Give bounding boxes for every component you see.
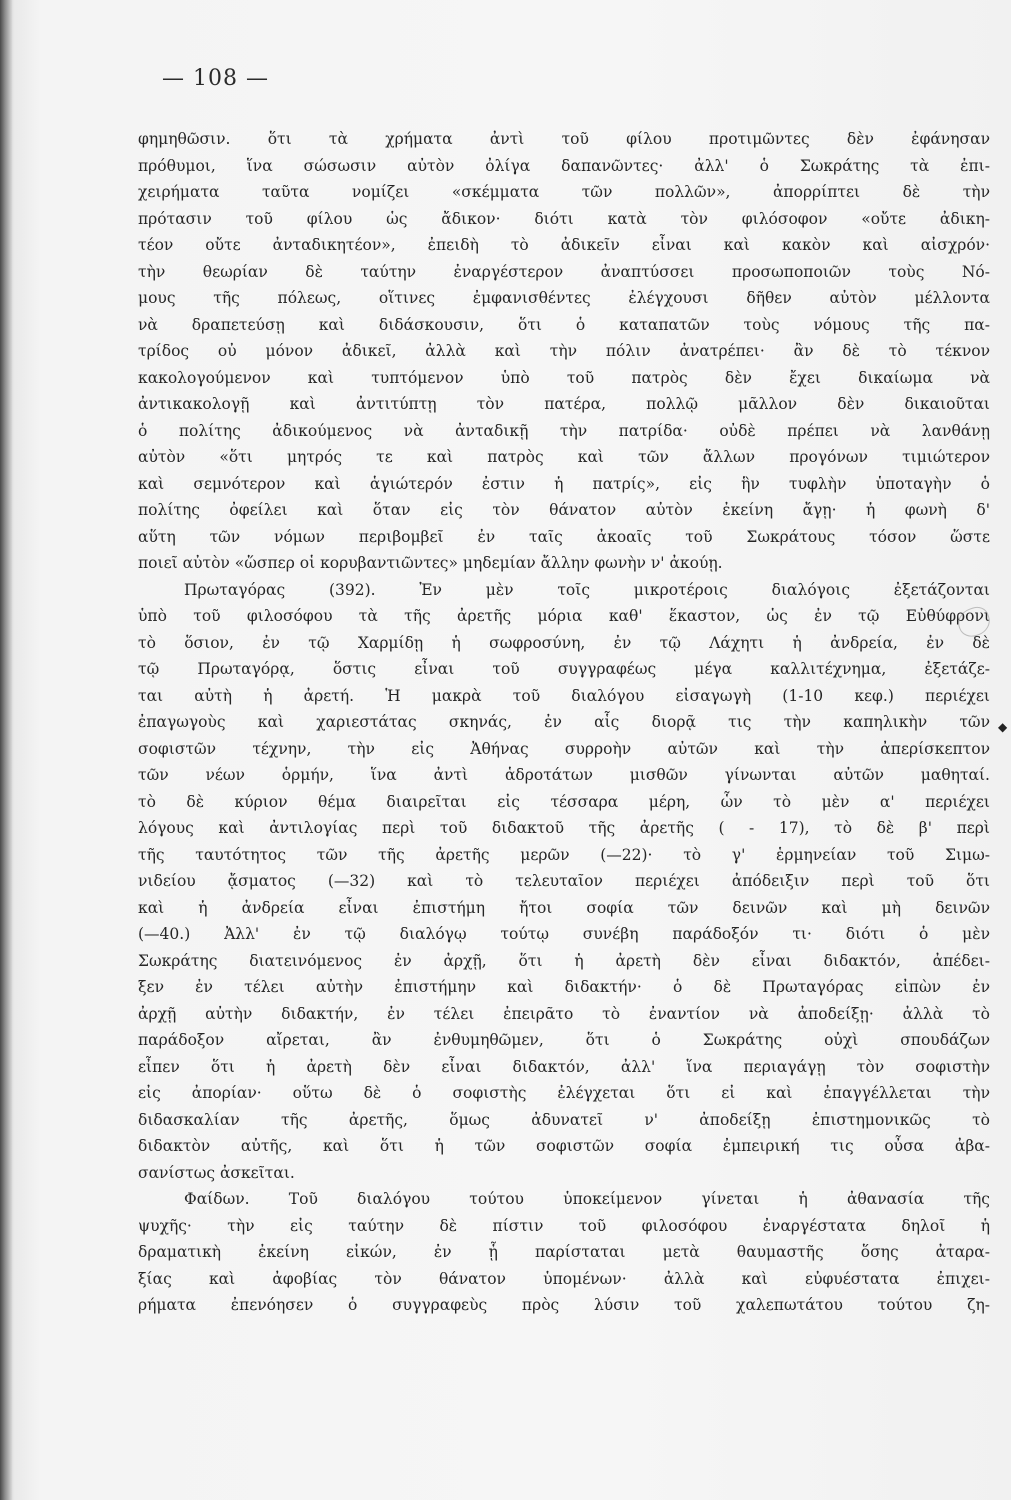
text-line: λόγους καὶ ἀντιλογίας περὶ τοῦ διδακτοῦ τῆς ἀρετῆς ( - 17), τὸ δὲ β' περὶ (138, 819, 990, 837)
text-line: ξεν ἐν τέλει αὐτὴν ἐπιστήμην καὶ διδακτήν· ὁ δὲ Πρωταγόρας εἰπὼν ἐν (138, 978, 990, 996)
text-line: δραματικὴ ἐκείνη εἰκών, ἐν ᾗ παρίσταται μετὰ θαυμαστῆς ὅσης ἀταρα- (138, 1243, 990, 1261)
text-line: νιδείου ᾄσματος (—32) καὶ τὸ τελευταῖον περιέχει ἀπόδειξιν περὶ τοῦ ὅτι (138, 872, 990, 890)
text-line: διδακτὸν αὐτῆς, καὶ ὅτι ἡ τῶν σοφιστῶν σοφία ἐμπειρική τις οὖσα ἀβα- (138, 1137, 990, 1155)
text-line: καὶ ἡ ἀνδρεία εἶναι ἐπιστήμη ἤτοι σοφία τῶν δεινῶν καὶ μὴ δεινῶν (138, 898, 990, 917)
text-line: ται αὐτὴ ἡ ἀρετή. Ἡ μακρὰ τοῦ διαλόγου εἰσαγωγὴ (1-10 κεφ.) περιέχει (138, 686, 990, 705)
text-line: τρίδος οὐ μόνον ἀδικεῖ, ἀλλὰ καὶ τὴν πόλιν ἀνατρέπει· ἂν δὲ τὸ τέκνον (138, 342, 990, 360)
page-binding-edge (0, 0, 12, 1500)
text-line: καὶ σεμνότερον καὶ ἁγιώτερόν ἐστιν ἡ πατρίς», εἰς ἣν τυφλὴν ὑποταγὴν ὁ (138, 474, 990, 493)
text-line: κακολογούμενον καὶ τυπτόμενον ὑπὸ τοῦ πατρὸς δὲν ἔχει δικαίωμα νὰ (138, 368, 990, 387)
text-line: (—40.) Ἀλλ' ἐν τῷ διαλόγῳ τούτῳ συνέβη παράδοξόν τι· διότι ὁ μὲν (138, 925, 990, 943)
text-line: εἶπεν ὅτι ἡ ἀρετὴ δὲν εἶναι διδακτόν, ἀλλ' ἵνα περιαγάγῃ τὸν σοφιστὴν (138, 1057, 990, 1076)
text-line: ὑπὸ τοῦ φιλοσόφου τὰ τῆς ἀρετῆς μόρια καθ' ἕκαστον, ὡς ἐν τῷ Εὐθύφρονι (138, 607, 990, 625)
text-line: ἀρχῇ αὐτὴν διδακτήν, ἐν τέλει ἐπειρᾶτο τὸ ἐναντίον νὰ ἀποδείξῃ· ἀλλὰ τὸ (138, 1004, 990, 1023)
body-text (138, 126, 990, 1319)
text-line: παράδοξον αἴρεται, ἂν ἐνθυμηθῶμεν, ὅτι ὁ Σωκράτης οὐχὶ σπουδάζων (138, 1031, 990, 1049)
text-line: τέον οὔτε ἀνταδικητέον», ἐπειδὴ τὸ ἀδικεῖν εἶναι καὶ κακὸν καὶ αἰσχρόν· (138, 236, 990, 254)
text-line: τὸ ὅσιον, ἐν τῷ Χαρμίδῃ ἡ σωφροσύνη, ἐν τῷ Λάχητι ἡ ἀνδρεία, ἐν δὲ (138, 633, 990, 652)
text-line: ποιεῖ αὐτὸν «ὥσπερ οἱ κορυβαντιῶντες» μηδεμίαν ἄλλην φωνὴν ν' ἀκούῃ. (138, 554, 723, 572)
text-line: φημηθῶσιν. ὅτι τὰ χρήματα ἀντὶ τοῦ φίλου προτιμῶντες δὲν ἐφάνησαν (138, 130, 990, 148)
text-line: πρόθυμοι, ἵνα σώσωσιν αὐτὸν ὀλίγα δαπανῶντες· ἀλλ' ὁ Σωκράτης τὰ ἐπι- (138, 156, 990, 175)
text-line: τὴν θεωρίαν δὲ ταύτην ἐναργέστερον ἀναπτύσσει προσωποποιῶν τοὺς Νό- (138, 262, 990, 281)
text-line: Σωκράτης διατεινόμενος ἐν ἀρχῇ, ὅτι ἡ ἀρετὴ δὲν εἶναι διδακτόν, ἀπέδει- (138, 951, 990, 970)
text-line: ξίας καὶ ἀφοβίας τὸν θάνατον ὑπομένων· ἀλλὰ καὶ εὐφυέστατα ἐπιχει- (138, 1269, 990, 1288)
text-line: ἐπαγωγοὺς καὶ χαριεστάτας σκηνάς, ἐν αἷς διορᾷ τις τὴν καπηλικὴν τῶν (138, 713, 990, 731)
text-line: Φαίδων. Τοῦ διαλόγου τούτου ὑποκείμενον γίνεται ἡ ἀθανασία τῆς (184, 1190, 990, 1208)
text-line: πολίτης ὀφείλει καὶ ὅταν εἰς τὸν θάνατον αὐτὸν ἐκείνη ἄγῃ· ἡ φωνὴ δ' (138, 501, 990, 519)
text-line: εἰς ἀπορίαν· οὕτω δὲ ὁ σοφιστὴς ἐλέγχεται ὅτι εἰ καὶ ἐπαγγέλλεται τὴν (138, 1084, 990, 1102)
text-line: διδασκαλίαν τῆς ἀρετῆς, ὅμως ἀδυνατεῖ ν' ἀποδείξῃ ἐπιστημονικῶς τὸ (138, 1110, 990, 1129)
text-line: σοφιστῶν τέχνην, τὴν εἰς Ἀθήνας συρροὴν αὐτῶν καὶ τὴν ἀπερίσκεπτον (138, 739, 990, 758)
text-line: ὁ πολίτης ἀδικούμενος νὰ ἀνταδικῇ τὴν πατρίδα· οὐδὲ πρέπει νὰ λανθάνῃ (138, 421, 990, 440)
text-line: ἀντικακολογῇ καὶ ἀντιτύπτῃ τὸν πατέρα, πολλῷ μᾶλλον δὲν δικαιοῦται (138, 395, 990, 413)
text-line: σανίστως ἀσκεῖται. (138, 1163, 295, 1182)
text-line: αὕτη τῶν νόμων περιβομβεῖ ἐν ταῖς ἀκοαῖς τοῦ Σωκράτους τόσον ὥστε (138, 527, 990, 546)
text-line: ψυχῆς· τὴν εἰς ταύτην δὲ πίστιν τοῦ φιλοσόφου ἐναργέστατα δηλοῖ ἡ (138, 1216, 990, 1235)
text-line: ρήματα ἐπενόησεν ὁ συγγραφεὺς πρὸς λύσιν τοῦ χαλεπωτάτου τούτου ζη- (138, 1296, 990, 1314)
text-line: τῶν νέων ὁρμήν, ἵνα ἀντὶ ἁδροτάτων μισθῶν γίνωνται αὐτῶν μαθηταί. (138, 766, 990, 784)
text-line: χειρήματα ταῦτα νομίζει «σκέμματα τῶν πολλῶν», ἀπορρίπτει δὲ τὴν (138, 183, 990, 201)
text-line: τῆς ταυτότητος τῶν τῆς ἀρετῆς μερῶν (—22)· τὸ γ' ἑρμηνείαν τοῦ Σιμω- (138, 845, 990, 864)
text-line: πρότασιν τοῦ φίλου ὡς ἄδικον· διότι κατὰ τὸν φιλόσοφον «οὔτε ἀδικη- (138, 209, 990, 228)
page-number: — 108 — (162, 66, 269, 91)
margin-mark: ◆ (998, 720, 1008, 734)
text-line: Πρωταγόρας (392). Ἐν μὲν τοῖς μικροτέροις διαλόγοις ἐξετάζονται (184, 580, 990, 599)
text-line: τῷ Πρωταγόρᾳ, ὅστις εἶναι τοῦ συγγραφέως μέγα καλλιτέχνημα, ἐξετάζε- (138, 660, 990, 678)
text-line: τὸ δὲ κύριον θέμα διαιρεῖται εἰς τέσσαρα μέρη, ὧν τὸ μὲν α' περιέχει (138, 792, 990, 811)
text-line: νὰ δραπετεύσῃ καὶ διδάσκουσιν, ὅτι ὁ καταπατῶν τοὺς νόμους τῆς πα- (138, 315, 990, 334)
text-line: μους τῆς πόλεως, οἵτινες ἐμφανισθέντες ἐλέγχουσι δῆθεν αὐτὸν μέλλοντα (138, 289, 990, 307)
text-line: αὐτὸν «ὅτι μητρός τε καὶ πατρὸς καὶ τῶν ἄλλων προγόνων τιμιώτερον (138, 448, 990, 466)
